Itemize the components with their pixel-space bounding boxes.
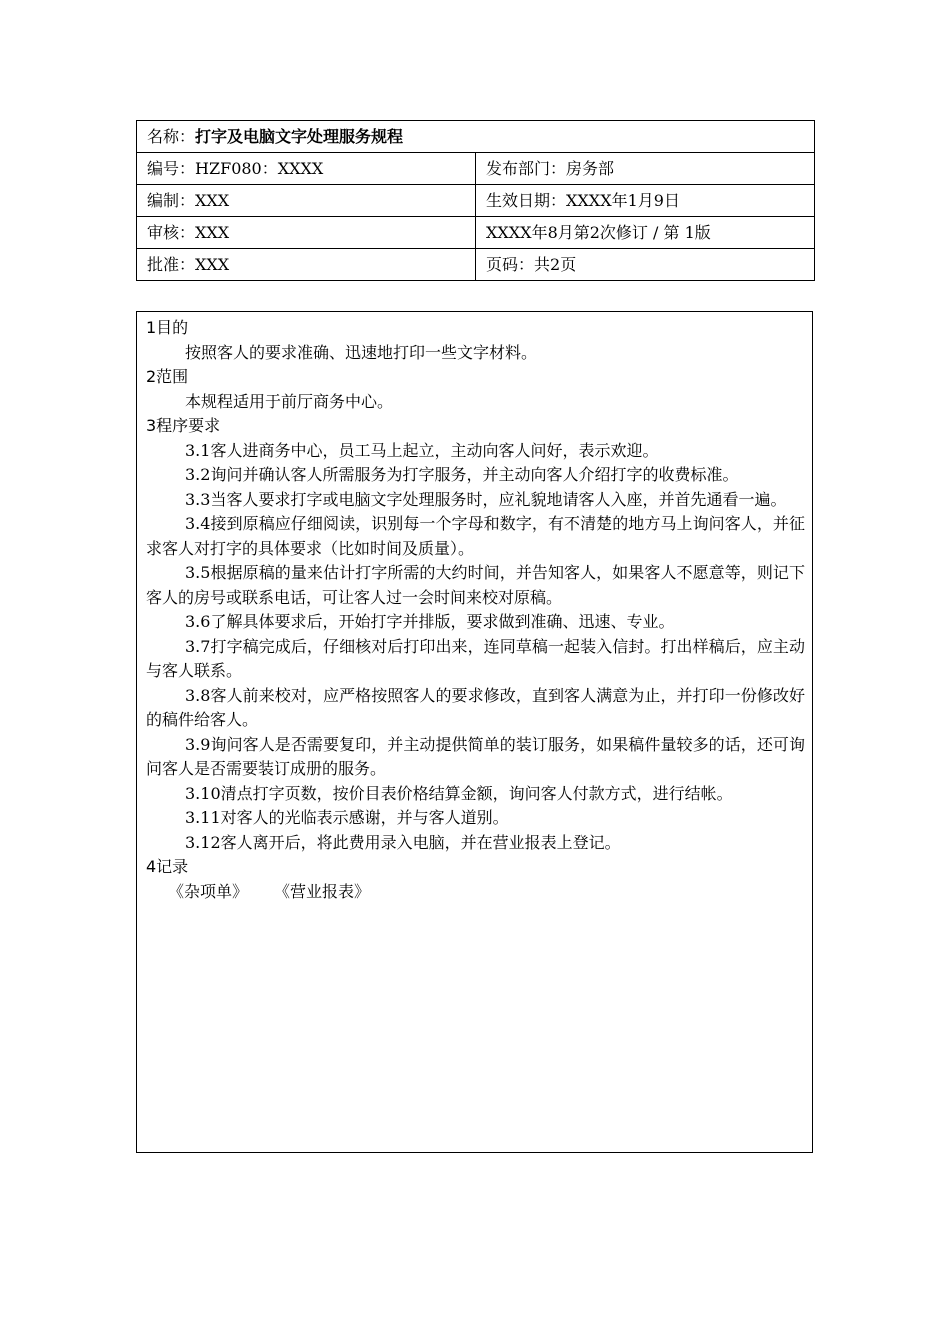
procedure-step-3-1: 3.1客人进商务中心，员工马上起立，主动向客人问好，表示欢迎。 — [185, 440, 659, 460]
effective-date-cell — [476, 185, 815, 217]
scope-paragraph: 本规程适用于前厅商务中心。 — [185, 391, 394, 411]
record-item-business-report: 《营业报表》 — [282, 881, 371, 901]
procedure-step-3-10: 3.10清点打字页数，按价目表价格结算金额，询问客人付款方式，进行结帐。 — [185, 783, 733, 803]
record-item-misc-slip: 《杂项单》 — [168, 881, 249, 901]
section-heading-scope: 2范围 — [146, 367, 189, 386]
header-row-reviewed — [137, 217, 815, 249]
department-value: 房务部 — [566, 159, 615, 178]
section-heading-procedure: 3程序要求 — [146, 416, 221, 435]
effective-date-label: 生效日期： — [486, 191, 567, 210]
department-label: 发布部门： — [486, 159, 567, 178]
name-cell — [137, 121, 815, 153]
approved-cell — [137, 249, 476, 281]
document-body-box — [136, 311, 813, 1153]
reviewed-cell — [137, 217, 476, 249]
revision-cell — [476, 217, 815, 249]
header-row-name — [137, 121, 815, 153]
compiled-label: 编制： — [147, 191, 196, 210]
header-row-code — [137, 153, 815, 185]
procedure-step-3-6: 3.6了解具体要求后，开始打字并排版，要求做到准确、迅速、专业。 — [185, 612, 675, 631]
procedure-step-3-9: 3.9询问客人是否需要复印，并主动提供简单的装订服务，如果稿件量较多的话，还可询问客人是否需要装订成册的服务。 — [146, 734, 805, 778]
records-list — [146, 880, 805, 905]
pages-label: 页码： — [486, 255, 535, 274]
section-heading-records: 4记录 — [146, 857, 189, 876]
procedure-step-3-5: 3.5根据原稿的量来估计打字所需的大约时间，并告知客人，如果客人不愿意等，则记下客人的房号或联系电话，可让客人过一会时间来校对原稿。 — [146, 563, 805, 607]
code-cell — [137, 153, 476, 185]
effective-date-value: XXXX年1月9日 — [566, 191, 680, 210]
code-label: 编号： — [147, 159, 196, 178]
procedure-step-3-3: 3.3当客人要求打字或电脑文字处理服务时，应礼貌地请客人入座，并首先通看一遍。 — [185, 489, 787, 509]
reviewed-value: XXX — [195, 223, 230, 242]
procedure-step-3-11: 3.11对客人的光临表示感谢，并与客人道别。 — [185, 808, 509, 827]
header-row-compiled — [137, 185, 815, 217]
purpose-paragraph: 按照客人的要求准确、迅速地打印一些文字材料。 — [185, 342, 538, 362]
procedure-step-3-4: 3.4接到原稿应仔细阅读，识别每一个字母和数字，有不清楚的地方马上询问客人，并征求客人对打字的具体要求（比如时间及质量）。 — [146, 514, 805, 558]
reviewed-label: 审核： — [147, 223, 196, 242]
document-content — [146, 316, 805, 904]
procedure-step-3-8: 3.8客人前来校对，应严格按照客人的要求修改，直到客人满意为止，并打印一份修改好的稿件给客人。 — [146, 685, 805, 729]
procedure-step-3-12: 3.12客人离开后，将此费用录入电脑，并在营业报表上登记。 — [185, 832, 621, 852]
procedure-step-3-2: 3.2询问并确认客人所需服务为打字服务，并主动向客人介绍打字的收费标准。 — [185, 465, 739, 484]
code-value: HZF080：XXXX — [195, 159, 324, 178]
header-row-approved — [137, 249, 815, 281]
pages-value: 共2页 — [534, 255, 577, 274]
compiled-cell — [137, 185, 476, 217]
department-cell — [476, 153, 815, 185]
approved-label: 批准： — [147, 255, 196, 274]
pages-cell — [476, 249, 815, 281]
document-title: 打字及电脑文字处理服务规程 — [195, 127, 404, 146]
name-label: 名称： — [147, 127, 196, 146]
compiled-value: XXX — [195, 191, 230, 210]
document-header-table — [136, 120, 815, 281]
section-heading-purpose: 1目的 — [146, 318, 189, 337]
approved-value: XXX — [195, 255, 230, 274]
revision-text: XXXX年8月第2次修订 / 第 1版 — [486, 223, 711, 242]
procedure-step-3-7: 3.7打字稿完成后，仔细核对后打印出来，连同草稿一起装入信封。打出样稿后，应主动与客人联系。 — [146, 636, 805, 680]
